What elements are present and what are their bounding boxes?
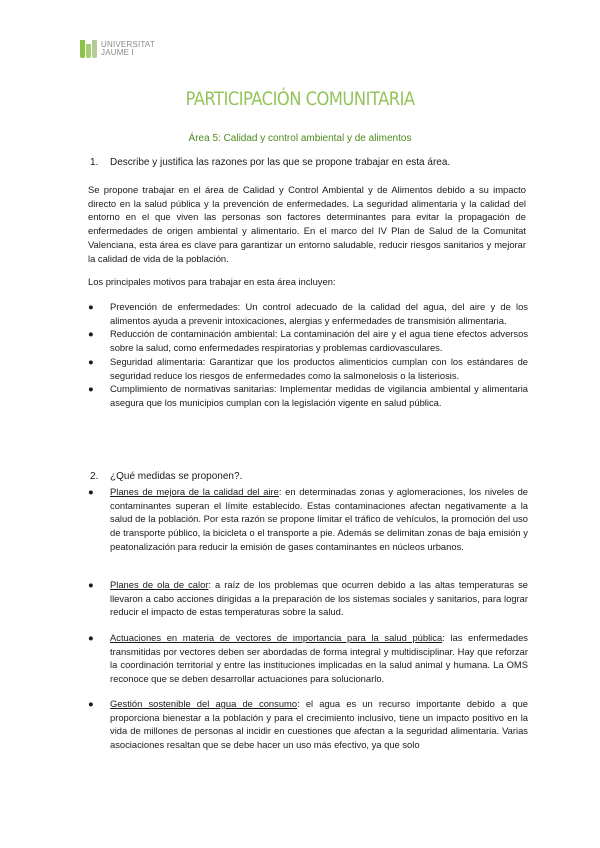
logo-mark-icon xyxy=(80,40,97,58)
list-item: ● Planes de ola de calor: a raíz de los problemas que ocurren debido a las altas temperaturas se llevaron a cabo acciones dirigidas a la preparación de los sistemas sociales y sanitarios, para lograr reducir el impacto de estas temperaturas sobre la salud. xyxy=(88,579,528,618)
logo-line1: UNIVERSITAT xyxy=(101,40,155,49)
measure-text: : a raíz de los problemas que ocurren debido a las altas temperaturas se llevaron a cabo acciones dirigidas a la preparación de los sistemas sociales y sanitarios, para lograr reducir el impacto de estas temperaturas sobre la salud. xyxy=(110,579,528,618)
page-subtitle: Área 5: Calidad y control ambiental y de alimentos xyxy=(188,133,412,144)
q1-paragraph xyxy=(88,183,526,265)
page-title: PARTICIPACIÓN COMUNITARIA xyxy=(185,88,415,110)
question-2-text: ¿Qué medidas se proponen?. xyxy=(110,471,243,482)
list-item: ● Seguridad alimentaria: Garantizar que los productos alimenticios cumplan con los estándares de seguridad reduce los riesgos de enfermedades como la salmonelosis o la listeriosis. xyxy=(88,355,528,381)
q1-intro-text: Los principales motivos para trabajar en esta área incluyen: xyxy=(88,276,336,287)
q1-paragraph-text: Se propone trabajar en el área de Calidad y Control Ambiental y de Alimentos debido a su impacto directo en la salud pública y la prevención de enfermedades. La seguridad alimentaria y la calidad del entorno en el que viven las personas son factores determinantes para evitar la propagación de enfermedades de origen ambiental y alimentario. En el marco del IV Plan de Salud de la Comunitat Valenciana, esta área es clave para garantizar un entorno saludable, reducir riesgos sanitarios y mejorar la calidad de vida de la población. xyxy=(88,184,526,264)
q2-bullet-list-3 xyxy=(88,631,528,686)
q1-bullet-list xyxy=(88,300,528,410)
measure-title: Planes de mejora de la calidad del aire xyxy=(110,486,279,497)
list-item: ● Planes de mejora de la calidad del aire: en determinadas zonas y aglomeraciones, los niveles de contaminantes superan el límite establecido. Estas contaminaciones afectan negativamente a la salud de la población. Por esta razón se propone limitar el tráfico de vehículos, la promoción del uso de transporte público, la bicicleta o el transporte a pie. Además se delimitan zonas de baja emisión y peatonalización para reducir la emisión de gases contaminantes en núcleos urbanos. xyxy=(88,486,528,552)
measure-title: Planes de ola de calor xyxy=(110,579,209,590)
logo-text xyxy=(101,41,155,57)
measure-text: : en determinadas zonas y aglomeraciones, los niveles de contaminantes superan el límite establecido. Estas contaminaciones afectan negativamente a la salud de la población. Por esta razón se propone limitar el tráfico de vehículos, la promoción del uso de transporte público, la bicicleta o el transporte a pie. Además se delimitan zonas de baja emisión y peatonalización para reducir la emisión de gases contaminantes en núcleos urbanos. xyxy=(110,486,528,552)
bullet-title: Prevención de enfermedades: xyxy=(110,301,241,312)
question-1-number: 1. xyxy=(90,157,99,168)
q2-bullet-list-2 xyxy=(88,578,528,619)
list-item: ● Gestión sostenible del agua de consumo: el agua es un recurso importante debido a que proporciona bienestar a la población y para el crecimiento inclusivo, tiene un impacto positivo en la vida de millones de personas al incidir en cuestiones que afectan a la seguridad alimentaria. Varias asociaciones resaltan que se debe hacer un uso más efectivo, ya que solo xyxy=(88,698,529,751)
q1-intro xyxy=(88,275,526,289)
bullet-text: Implementar medidas de vigilancia ambiental y alimentaria asegura que los municipios cumplan con la legislación vigente en salud pública. xyxy=(110,383,529,408)
question-1-text: Describe y justifica las razones por las que se propone trabajar en esta área. xyxy=(110,157,451,168)
bullet-title: Seguridad alimentaria: xyxy=(110,355,206,367)
question-2-number: 2. xyxy=(90,471,99,482)
list-item: ● Reducción de contaminación ambiental: La contaminación del aire y el agua tiene efectos adversos sobre la salud, como enfermedades respiratorias y problemas cardiovasculares. xyxy=(88,328,529,354)
bullet-text: La contaminación del aire y el agua tiene efectos adversos sobre la salud, como enfermedades respiratorias y problemas cardiovasculares. xyxy=(110,328,529,354)
measure-text: : las enfermedades transmitidas por vectores deben ser abordadas de forma integral y multidisciplinar. Hay que reforzar la coordinación territorial y entre las instituciones implicadas en la salud animal y humana. La OMS reconoce que se deben desarrollar actuaciones para solucionarlo. xyxy=(110,632,528,685)
bullet-text: Un control adecuado de la calidad del agua, del aire y de los alimentos ayuda a prevenir intoxicaciones, alergias y enfermedades de transmisión alimentaria. xyxy=(110,301,528,326)
university-logo xyxy=(80,40,155,58)
measure-title: Gestión sostenible del agua de consumo xyxy=(110,698,298,709)
list-item: ● Prevención de enfermedades: Un control adecuado de la calidad del agua, del aire y de los alimentos ayuda a prevenir intoxicaciones, alergias y enfermedades de transmisión alimentaria. xyxy=(88,301,528,326)
bullet-text: Garantizar que los productos alimenticios cumplan con los estándares de seguridad reduce los riesgos de enfermedades como la salmonelosis o la listeriosis. xyxy=(110,355,528,381)
q2-bullet-list xyxy=(88,485,528,554)
question-2 xyxy=(90,471,242,482)
list-item: ● Cumplimiento de normativas sanitarias: Implementar medidas de vigilancia ambiental y alimentaria asegura que los municipios cumplan con la legislación vigente en salud pública. xyxy=(88,383,529,408)
list-item: ● Actuaciones en materia de vectores de importancia para la salud pública: las enfermedades transmitidas por vectores deben ser abordadas de forma integral y multidisciplinar. Hay que reforzar la coordinación territorial y entre las instituciones implicadas en la salud animal y humana. La OMS reconoce que se deben desarrollar actuaciones para solucionarlo. xyxy=(88,632,528,685)
question-1 xyxy=(90,157,450,168)
measure-title: Actuaciones en materia de vectores de importancia para la salud pública xyxy=(110,632,443,643)
bullet-title: Reducción de contaminación ambiental: xyxy=(110,328,278,340)
bullet-title: Cumplimiento de normativas sanitarias: xyxy=(110,383,277,395)
measure-text: : el agua es un recurso importante debido a que proporciona bienestar a la población y para el crecimiento inclusivo, tiene un impacto positivo en la vida de millones de personas al incidir en cuestiones que afectan a la seguridad alimentaria. Varias asociaciones resaltan que se debe hacer un uso más efectivo, ya que solo xyxy=(110,698,529,751)
logo-line2: JAUME I xyxy=(101,48,134,57)
q2-bullet-list-4 xyxy=(88,697,528,752)
